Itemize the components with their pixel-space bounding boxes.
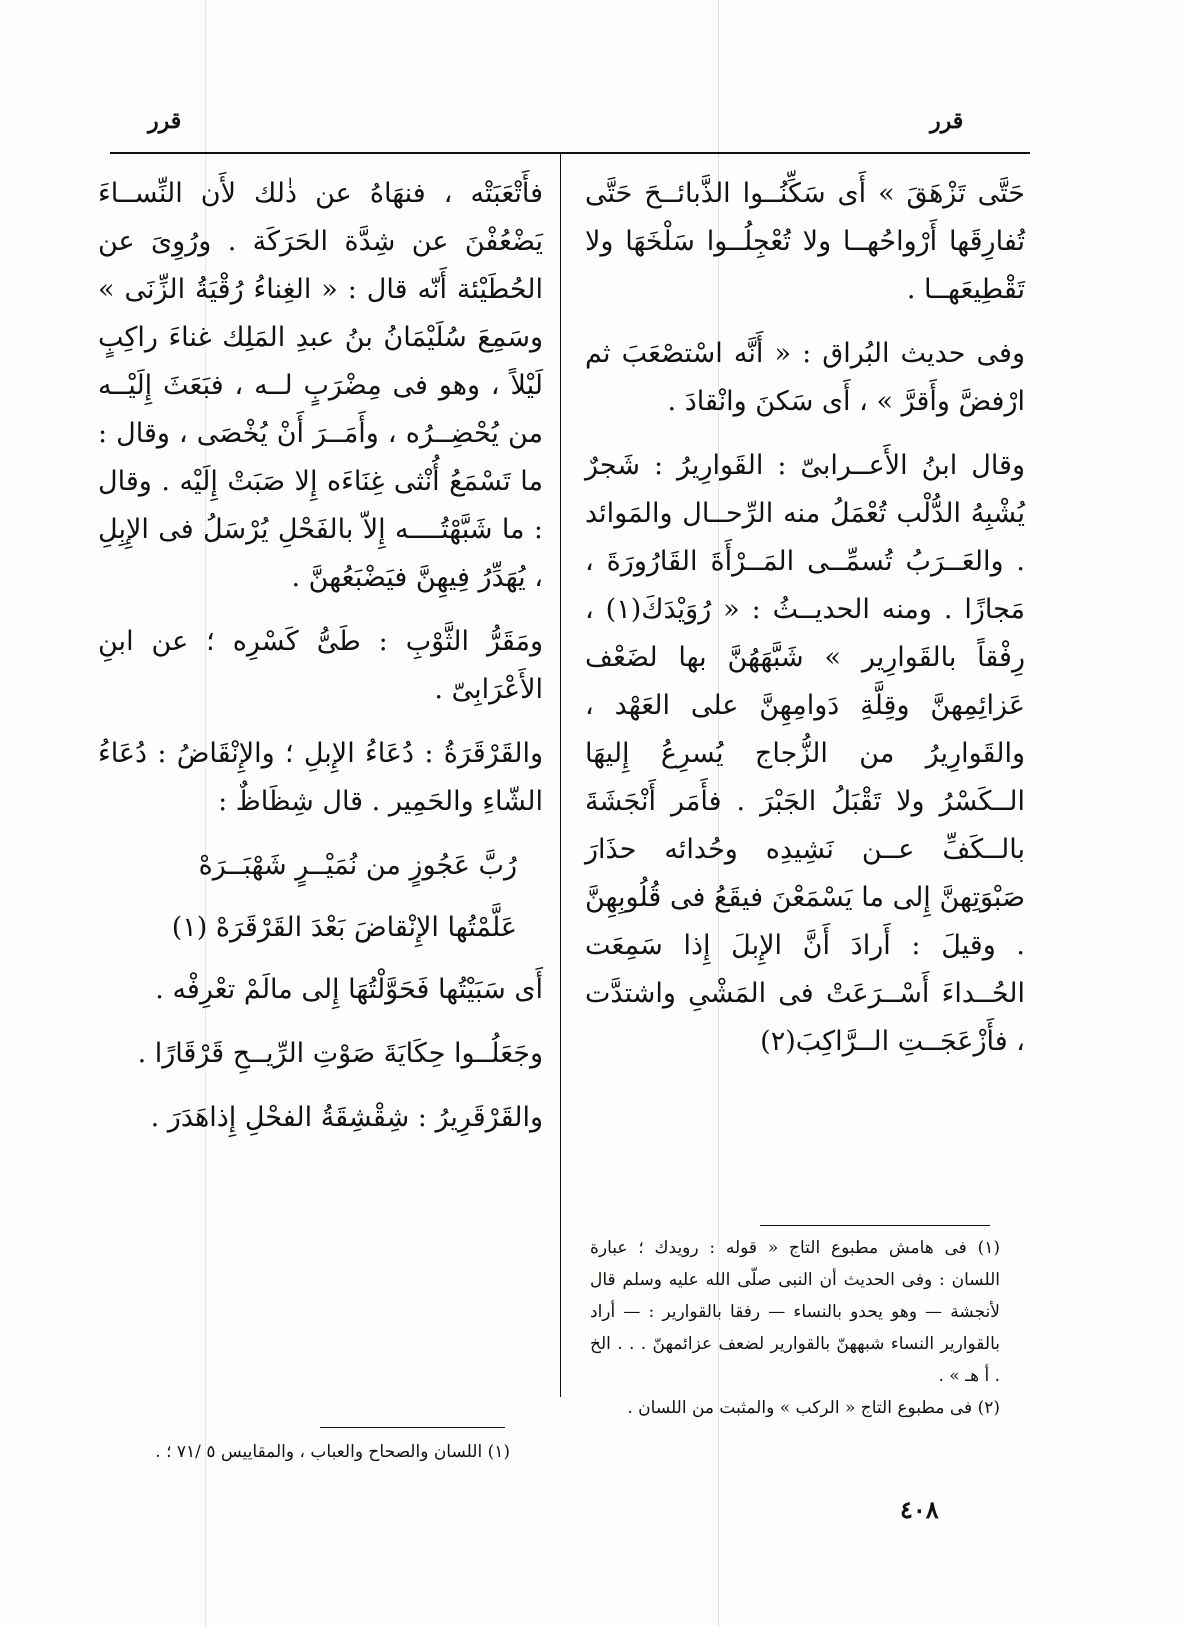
page-number: ٤٠٨ (900, 1495, 939, 1524)
paragraph: وفى حديث البُراق : « أَنَّه اسْتصْعَبَ ثم ارْفضَّ وأَقرَّ » ، أَى سَكنَ وانْقادَ . (585, 338, 1025, 417)
footnote-rule-left (320, 1427, 505, 1428)
header-rule (110, 152, 1030, 154)
paragraph: والقَرْقَرِيرُ : شِقْشِقَةُ الفحْلِ إِذاهَدَرَ . (150, 1102, 543, 1133)
footnotes-left (100, 1436, 510, 1468)
footnote: (١) اللسان والصحاح والعباب ، والمقاييس ٥ /٧١ ؛ . (155, 1442, 510, 1462)
paragraph: أَى سَبَيْتُها فَحَوَّلْتُهَا إِلى مالَمْ تعْرِفْه . (155, 974, 543, 1005)
paragraph: وجَعَلُــوا حِكَايَةَ صَوْتِ الرِّيــحِ قَرْقَارًا . (137, 1038, 543, 1069)
verse-line: رُبَّ عَجُوزٍ من نُمَيْــرٍ شَهْبَــرَهْ (198, 850, 517, 881)
footnote-rule-right (760, 1225, 990, 1226)
right-column (585, 170, 1025, 1082)
running-header-left: قرر (148, 108, 182, 134)
footnotes-right (590, 1232, 1000, 1424)
verse-line: عَلَّمْتُها الإِنْقاضَ بَعْدَ القَرْقَرَهْ (١) (171, 912, 517, 943)
paragraph: فأَتْعَبَتْه ، فنهَاهُ عن ذٰلك لأَن النِّســاءَ يَضْعُفْنَ عن شِدَّة الحَرَكَة . ورُوِىَ عن الحُطَيْئة أَنّه قال : « الغِناءُ رُقْيَةُ الزِّنَى » وسَمِعَ سُلَيْمَانُ بنُ عبدِ المَلِك غناءَ راكِبٍ لَيْلاً ، وهو فى مِضْرَبٍ لــه ، فبَعَثَ إِلَيْــه من يُحْضِــرُه ، وأَمَــرَ أَنْ يُخْصَى ، وقال : ما تَسْمَعُ أُنْثى غِنَاءَه إِلا صَبَتْ إِلَيْه . وقال : ما شَبَّهْتُــــه إِلاّ بالفَحْلِ يُرْسَلُ فى الإِبِلِ ، يُهَدِّرُ فِيهِنَّ فيَضْبَعُهنَّ . (98, 178, 543, 593)
footnote: (١) فى هامش مطبوع التاج « قوله : رويدك ؛ عبارة اللسان : وفى الحديث أن النبى صلّى الله عليه وسلم قال لأنجشة — وهو يحدو بالنساء — رفقا بالقوارير : — أراد بالقوارير النساء شبههنّ بالقوارير لضعف عزائمهنّ . . . الخ . أ هـ » . (590, 1238, 1000, 1386)
paragraph: حَتَّى تَزْهَقَ » أَى سَكِّنُــوا الذَّبائــحَ حَتَّى تُفارِقَها أَرْواحُهــا ولا تُعْجِلُــوا سَلْخَهَا ولا تَقْطِيعَهــا . (585, 178, 1025, 305)
paragraph: ومَقَرُّ الثَّوْبِ : طَىُّ كَسْرِه ؛ عن ابنِ الأَعْرَابِىّ . (98, 626, 543, 705)
column-divider (560, 152, 561, 1397)
paragraph: والقَرْقَرَةُ : دُعَاءُ الإِبلِ ؛ والإِنْقَاضُ : دُعَاءُ الشّاءِ والحَمِير . قال شِظَاظٌ : (98, 738, 543, 817)
footnote: (٢) فى مطبوع التاج « الركب » والمثبت من اللسان . (627, 1398, 1000, 1418)
running-header-right: قرر (930, 108, 964, 134)
left-column (98, 170, 543, 1158)
paragraph: وقال ابنُ الأَعــرابىّ : القَوارِيرُ : شَجرٌ يُشْبِهُ الدُّلْب تُعْمَلُ منه الرِّحــال والمَوائد . والعَــرَبُ تُسمِّــى المَــرْأَةَ القَارُورَةَ ، مَجازًا . ومنه الحديــثُ : « رُوَيْدَكَ(١) ، رِفْقاً بالقَوارِير » شَبَّهَهُنَّ بها لضَعْف عَزائِمِهنَّ وقِلَّةِ دَوامِهِنَّ على العَهْد ، والقَوارِيرُ من الزُّجاج يُسرِعُ إِليهَا الــكَسْرُ ولا تَقْبَلُ الجَبْرَ . فأَمَر أَنْجَشَةَ بالــكَفِّ عــن نَشِيدِه وحُدائه حذَارَ صَبْوَتِهنَّ إِلى ما يَسْمَعْنَ فيقَعُ فى قُلُوبِهِنَّ . وقيلَ : أَرادَ أَنَّ الإِبلَ إِذا سَمِعَت الحُــداءَ أَسْــرَعَتْ فى المَشْىِ واشتدَّت ، فأَزْعَجَــتِ الــرَّاكِبَ(٢) (585, 450, 1025, 1057)
